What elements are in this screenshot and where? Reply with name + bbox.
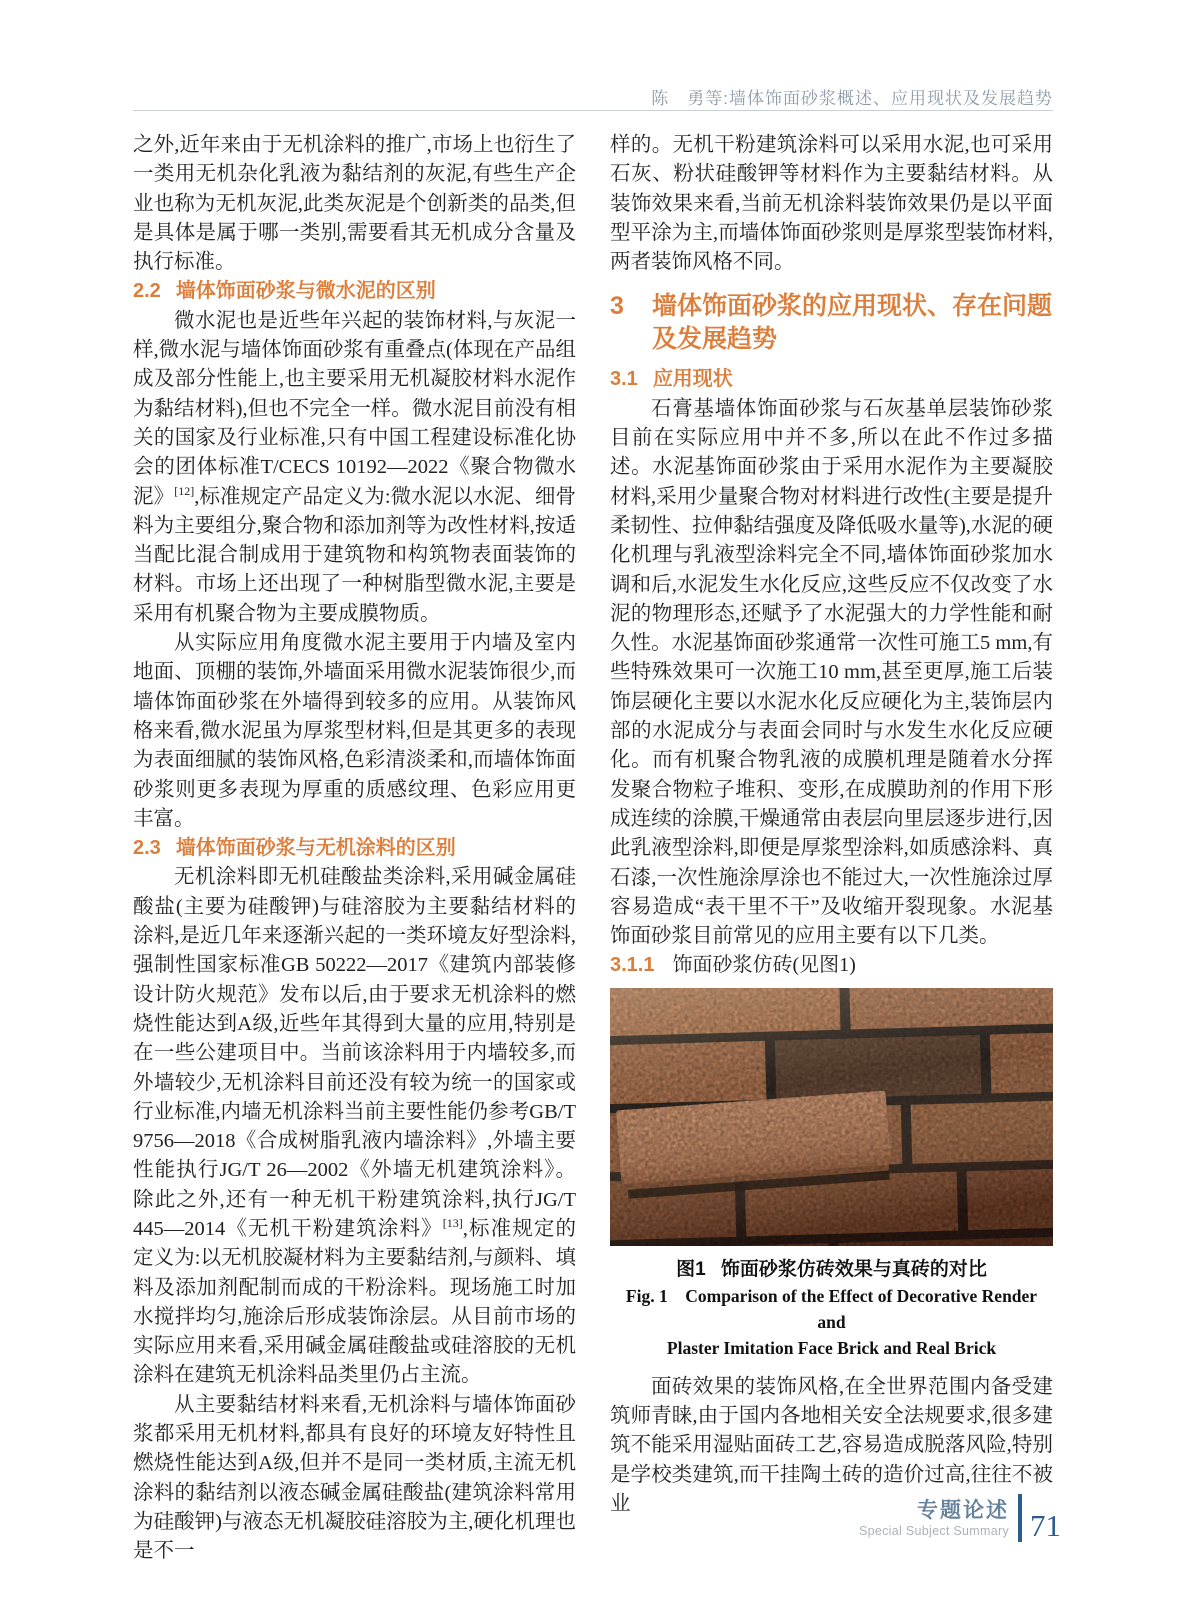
paragraph-micro-cement: [133, 307, 576, 629]
section-number: 3: [610, 292, 624, 321]
section-heading-3-1-1: [610, 951, 1053, 980]
paragraph-text: ,标准规定的定义为:以无机胶凝材料为主要黏结剂,与颜料、填料及添加剂配制而成的干粉涂料。现场施工时加水搅拌均匀,施涂后形成装饰涂层。从目前市场的实际应用来看,采用碱金属硅酸盐或硅溶胶的无机涂料在建筑无机涂料品类里仍占主流。: [133, 1217, 577, 1387]
page-number: 71: [1030, 1507, 1061, 1543]
footer-section-en: Special Subject Summary: [858, 1523, 1009, 1538]
brick-wall-photo: [610, 988, 1053, 1246]
right-column: [610, 131, 1053, 1567]
figure-caption-zh: [610, 1257, 1053, 1283]
left-column: [133, 131, 576, 1567]
header-rule: [133, 110, 1053, 111]
paragraph-inorganic-coating: [133, 863, 576, 1390]
paragraph-micro-cement-usage: 从实际应用角度微水泥主要用于内墙及室内地面、顶棚的装饰,外墙面采用微水泥装饰很少,而墙体饰面砂浆在外墙得到较多的应用。从装饰风格来看,微水泥虽为厚浆型材料,但是其更多的表现为表面细腻的装饰风格,色彩清淡柔和,而墙体饰面砂浆则更多表现为厚重的质感纹理、色彩应用更丰富。: [133, 632, 576, 830]
figure-1: [610, 988, 1053, 1361]
section-heading-2-3: [133, 834, 576, 863]
section-title: 应用现状: [652, 368, 733, 391]
figure-caption-en: [610, 1283, 1053, 1361]
running-head: 陈 勇等:墙体饰面砂浆概述、应用现状及发展趋势: [651, 89, 1053, 108]
section-number: 3.1.1: [610, 954, 655, 977]
reference-12: [12]: [174, 483, 195, 498]
paragraph-application-status: 石膏基墙体饰面砂浆与石灰基单层装饰砂浆目前在实际应用中并不多,所以在此不作过多描述。水泥基饰面砂浆由于采用水泥作为主要凝胶材料,采用少量聚合物对材料进行改性(主要是提升柔韧性、拉伸黏结强度及降低吸水量等),水泥的硬化机理与乳液型涂料完全不同,墙体饰面砂浆加水调和后,水泥发生水化反应,这些反应不仅改变了水泥的物理形态,还赋予了水泥强大的力学性能和耐久性。水泥基饰面砂浆通常一次性可施工5 mm,有些特殊效果可一次施工10 mm,甚至更厚,施工后装饰层硬化主要以水泥水化反应硬化为主,装饰层内部的水泥成分与表面会同时与水发生水化反应硬化。而有机聚合物乳液的成膜机理是随着水分挥发聚合物粒子堆积、变形,在成膜助剂的作用下形成连续的涂膜,干燥通常由表层向里层逐步进行,因此乳液型涂料,即便是厚浆型涂料,如质感涂料、真石漆,一次性施涂厚涂也不能过大,一次性施涂过厚容易造成“表干里不干”及收缩开裂现象。水泥基饰面砂浆目前常见的应用主要有以下几类。: [610, 397, 1053, 948]
paragraph-text: ,标准规定产品定义为:微水泥以水泥、细骨料为主要组分,聚合物和添加剂等为改性材料,按适当配比混合制成用于建筑物和构筑物表面装饰的材料。市场上还出现了一种树脂型微水泥,主要是采用有机聚合物为主要成膜物质。: [133, 485, 577, 625]
figure-caption-en-line1: Fig. 1 Comparison of the Effect of Decorative Render and: [625, 1285, 1038, 1332]
paragraph-text: 微水泥也是近些年兴起的装饰材料,与灰泥一样,微水泥与墙体饰面砂浆有重叠点(体现在产品组成及部分性能上,也主要采用无机凝胶材料水泥作为黏结材料),但也不完全一样。微水泥目前没有相关的国家及行业标准,只有中国工程建设标准化协会的团体标准T/CECS 10192—2022《聚合物微水泥》: [133, 309, 576, 508]
section-number: 3.1: [610, 368, 638, 391]
footer-section-labels: [859, 1498, 1018, 1539]
section-heading-3-1: [610, 365, 1053, 394]
section-number: 2.3: [133, 837, 161, 860]
section-number: 2.2: [133, 280, 161, 303]
section-title: 饰面砂浆仿砖(见图1): [672, 954, 856, 977]
footer-section-zh: 专题论述: [917, 1498, 1009, 1522]
paragraph-continuation-right: 样的。无机干粉建筑涂料可以采用水泥,也可采用石灰、粉状硅酸钾等材料作为主要黏结材料。从装饰效果来看,当前无机涂料装饰效果仍是以平面型平涂为主,而墙体饰面砂浆则是厚浆型装饰材料,两者装饰风格不同。: [610, 134, 1053, 274]
section-heading-3: [610, 290, 1053, 356]
section-title: 墙体饰面砂浆的应用现状、存在问题及发展趋势: [652, 292, 1053, 354]
section-title: 墙体饰面砂浆与无机涂料的区别: [175, 837, 456, 860]
paragraph-continuation-left: 之外,近年来由于无机涂料的推广,市场上也衍生了一类用无机杂化乳液为黏结剂的灰泥,有些生产企业也称为无机灰泥,此类灰泥是个创新类的品类,但是具体是属于哪一类别,需要看其无机成分含量及执行标准。: [133, 134, 576, 274]
reference-13: [13]: [442, 1216, 463, 1231]
paragraph-binder-comparison: 从主要黏结材料来看,无机涂料与墙体饰面砂浆都采用无机材料,都具有良好的环境友好特性且燃烧性能达到A级,但并不是同一类材质,主流无机涂料的黏结剂以液态碱金属硅酸盐(建筑涂料常用为硅酸钾)与液态无机凝胶硅溶胶为主,硬化机理也是不一: [133, 1393, 576, 1563]
page-footer: [859, 1494, 1061, 1542]
figure-number: 图1: [676, 1258, 706, 1280]
figure-title: 饰面砂浆仿砖效果与真砖的对比: [720, 1258, 987, 1280]
section-title: 墙体饰面砂浆与微水泥的区别: [175, 280, 436, 303]
two-column-body: [133, 131, 1053, 1567]
paragraph-text: 无机涂料即无机硅酸盐类涂料,采用碱金属硅酸盐(主要为硅酸钾)与硅溶胶为主要黏结材料的涂料,是近几年来逐渐兴起的一类环境友好型涂料,强制性国家标准GB 50222—2017《建筑内部装修设计防火规范》发布以后,由于要求无机涂料的燃烧性能达到A级,近些年其得到大量的应用,特别是在一些公建项目中。当前该涂料用于内墙较多,而外墙较少,无机涂料目前还没有较为统一的国家或行业标准,内墙无机涂料当前主要性能仍参考GB/T 9756—2018《合成树脂乳液内墙涂料》,外墙主要性能执行JG/T 26—2002《外墙无机建筑涂料》。除此之外,还有一种无机干粉建筑涂料,执行JG/T 445—2014《无机干粉建筑涂料》: [133, 866, 576, 1240]
section-heading-2-2: [133, 277, 576, 306]
paragraph-face-brick: 面砖效果的装饰风格,在全世界范围内备受建筑师青睐,由于国内各地相关安全法规要求,很多建筑不能采用湿贴面砖工艺,容易造成脱落风险,特别是学校类建筑,而干挂陶土砖的造价过高,往往不被业: [610, 1375, 1053, 1515]
figure-caption-en-line2: Plaster Imitation Face Brick and Real Brick: [666, 1337, 997, 1358]
